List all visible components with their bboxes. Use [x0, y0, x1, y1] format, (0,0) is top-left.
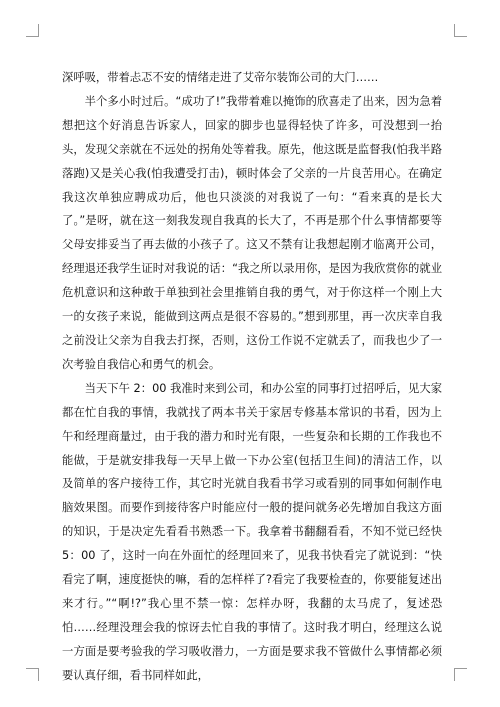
crop-mark-top-left	[26, 24, 39, 37]
crop-mark-top-right	[454, 24, 467, 37]
paragraph-3: 当天下午 2：00 我准时来到公司，和办公室的同事打过招呼后，见大家都在忙自我的事情，我就找了两本书关于家居专修基本常识的书看，因为上午和经理商量过，由于我的潜力和时光有限，一些复杂和长期的工作我也不能做，于是就安排我每一天早上做一下办公室(包括卫生间)的清洁工作，以及简单的客户接待工作，其它时光就自我看书学习或看别的同事如何制作电脑效果图。而要作到接待客户时能应付一般的提问就务必先增加自我这方面的知识，于是决定先看看书熟悉一下。我拿着书翻翻看看，不知不觉已经快 5：00 了，这时一向在外面忙的经理回来了，见我书快看完了就说到：“快看完了啊，速度挺快的嘛，看的怎样样了?看完了我要检查的，你要能复述出来才行。”“啊!?”我心里不禁一惊：怎样办呀，我翻的太马虎了，复述恐怕……经理没理会我的惊讶去忙自我的事情了。这时我才明白，经理这么说一方面是要考验我的学习吸收潜力，一方面是要求我不管做什么事情都必须要认真仔细，看书同样如此，	[62, 381, 442, 682]
crop-mark-bottom-right	[454, 668, 467, 681]
paragraph-2: 半个多小时过后。“成功了!”我带着难以掩饰的欣喜走了出来，因为急着想把这个好消息告诉家人，回家的脚步也显得轻快了许多，可没想到一抬头，发现父亲就在不远处的拐角处等着我。原先，他这既是监督我(怕我半路落跑)又是关心我(怕我遭受打击)，顿时体会了父亲的一片良苦用心。在确定我这次单独应聘成功后，他也只淡淡的对我说了一句：“看来真的是长大了。”是呀，就在这一刻我发现自我真的长大了，不再是那个什么事情都要等父母安排妥当了再去做的小孩子了。这又不禁有让我想起刚才临离开公司，经理退还我学生证时对我说的话：“我之所以录用你，是因为我欣赏你的就业危机意识和这种敢于单独到社会里推销自我的勇气，对于你这样一个刚上大一的女孩子来说，能做到这两点是很不容易的。”想到那里，再一次庆幸自我之前没让父亲为自我去打探，否则，这份工作说不定就丢了，而我也少了一次考验自我信心和勇气的机会。	[62, 94, 442, 371]
crop-mark-bottom-left	[26, 668, 39, 681]
document-body	[62, 66, 442, 688]
paragraph-1: 深呼吸，带着忐忑不安的情绪走进了艾帝尔装饰公司的大门……	[62, 71, 379, 84]
